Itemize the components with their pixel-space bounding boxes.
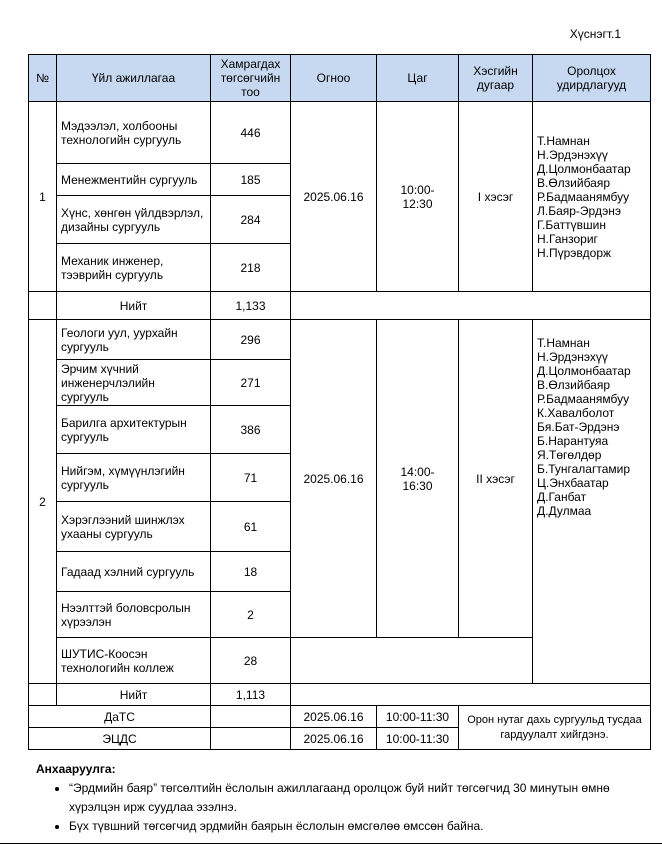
official-name: Д.Дулмаа	[537, 504, 592, 518]
time-end: 16:30	[402, 478, 433, 493]
graduate-count: 18	[211, 552, 291, 592]
empty-cell	[291, 292, 651, 320]
school-name: Менежментийн сургууль	[57, 164, 211, 196]
graduate-count: 71	[211, 454, 291, 502]
empty-cell	[291, 684, 651, 706]
ceremony-time	[377, 320, 459, 638]
schedule-table	[28, 54, 651, 750]
graduate-count: 296	[211, 320, 291, 360]
header-count: Хамрагдах төгсөгчийн тоо	[211, 55, 291, 102]
graduate-count: 284	[211, 196, 291, 244]
empty-cell	[29, 684, 57, 706]
empty-cell	[211, 728, 291, 750]
bottom-rule	[0, 843, 662, 844]
school-name: Барилга архитектурын сургууль	[57, 406, 211, 454]
graduate-count: 2	[211, 592, 291, 638]
official-name: В.Өлзийбаяр	[537, 378, 611, 392]
officials-list	[533, 102, 651, 292]
official-name: Н.Эрдэнэхүү	[537, 350, 608, 364]
time-end: 12:30	[402, 196, 433, 211]
graduate-count: 61	[211, 502, 291, 552]
notes-section	[36, 760, 636, 836]
official-name: Т.Намнан	[537, 336, 590, 350]
ceremony-date: 2025.06.16	[291, 728, 377, 750]
official-name: Я.Төгөлдөр	[537, 448, 602, 462]
official-name: Б.Тунгалагтамир	[537, 462, 630, 476]
section-number: I хэсэг	[459, 102, 533, 292]
annex-label: Хүснэгт.1	[569, 27, 621, 41]
notes-title: Анхааруулга:	[36, 762, 116, 776]
official-name: Н.Эрдэнэхүү	[537, 147, 608, 162]
school-name: Хүнс, хөнгөн үйлдвэрлэл, дизайны сургууль	[57, 196, 211, 244]
school-name: Мэдээлэл, холбооны технологийн сургууль	[57, 102, 211, 164]
graduate-count: 271	[211, 360, 291, 406]
school-abbrev: ДаТС	[29, 706, 211, 728]
official-name: Р.Бадмаанямбуу	[537, 392, 630, 406]
header-row	[29, 55, 651, 102]
school-name: Механик инженер, тээврийн сургууль	[57, 244, 211, 292]
official-name: Л.Баяр-Эрдэнэ	[537, 203, 621, 218]
school-name: Хэрэглээний шинжлэх ухааны сургууль	[57, 502, 211, 552]
official-name: Н.Пүрэвдорж	[537, 245, 612, 260]
official-name: Д.Цолмонбаатар	[537, 364, 631, 378]
header-no: №	[29, 55, 57, 102]
header-date: Огноо	[291, 55, 377, 102]
group-number: 2	[29, 320, 57, 684]
extra-row	[29, 706, 651, 728]
graduate-count: 446	[211, 102, 291, 164]
school-name: Геологи уул, уурхайн сургууль	[57, 320, 211, 360]
ceremony-date: 2025.06.16	[291, 102, 377, 292]
graduate-count: 185	[211, 164, 291, 196]
school-name: Нийгэм, хүмүүнлэгийн сургууль	[57, 454, 211, 502]
empty-cell	[291, 638, 533, 684]
official-name: Р.Бадмаанямбуу	[537, 189, 630, 204]
school-name: Нээлттэй боловсролын хүрээлэн	[57, 592, 211, 638]
header-time: Цаг	[377, 55, 459, 102]
group-number: 1	[29, 102, 57, 292]
official-name: Бя.Бат-Эрдэнэ	[537, 420, 620, 434]
note-item: • “Эрдмийн баяр” төгсөлтийн ёслолын ажиллагаанд оролцож буй нийт төгсөгчид 30 минутын өмнө хүрэлцэн ирж суудлаа эзэлнэ.	[69, 779, 636, 817]
school-abbrev: ЭЦДС	[29, 728, 211, 750]
officials-list	[533, 320, 651, 684]
ceremony-date: 2025.06.16	[291, 706, 377, 728]
total-label: Нийт	[57, 684, 211, 706]
school-name: Эрчим хүчний инженерчлэлийн сургууль	[57, 360, 211, 406]
time-start: 10:00-	[400, 182, 435, 197]
ceremony-date: 2025.06.16	[291, 320, 377, 638]
header-section: Хэсгийн дугаар	[459, 55, 533, 102]
official-name: Д.Ганбат	[537, 490, 587, 504]
official-name: Т.Намнан	[537, 133, 590, 148]
graduate-count: 386	[211, 406, 291, 454]
total-count: 1,133	[211, 292, 291, 320]
total-row	[29, 292, 651, 320]
notes-list	[36, 779, 636, 836]
official-name: В.Өлзийбаяр	[537, 175, 611, 190]
total-row	[29, 684, 651, 706]
ceremony-time: 10:00-11:30	[377, 728, 459, 750]
header-activity: Үйл ажиллагаа	[57, 55, 211, 102]
table-row	[29, 320, 651, 360]
ceremony-time	[377, 102, 459, 292]
header-officials: Оролцох удирдлагууд	[533, 55, 651, 102]
total-label: Нийт	[57, 292, 211, 320]
school-name: ШУТИС-Коосэн технологийн коллеж	[57, 638, 211, 684]
time-start: 14:00-	[400, 464, 435, 479]
extra-note: Орон нутаг дахь сургуульд тусдаа гардуулалт хийгдэнэ.	[459, 706, 651, 750]
graduate-count: 218	[211, 244, 291, 292]
official-name: Н.Ганзориг	[537, 231, 598, 246]
total-count: 1,113	[211, 684, 291, 706]
official-name: Ц.Энхбаатар	[537, 476, 609, 490]
empty-cell	[211, 706, 291, 728]
official-name: Б.Нарантуяа	[537, 434, 609, 448]
official-name: К.Хавалболот	[537, 406, 615, 420]
official-name: Д.Цолмонбаатар	[537, 161, 631, 176]
note-item: • Бүх түвшний төгсөгчид эрдмийн баярын ёслолын өмсгөлөө өмссөн байна.	[69, 817, 636, 836]
ceremony-time: 10:00-11:30	[377, 706, 459, 728]
official-name: Г.Баттүвшин	[537, 217, 606, 232]
empty-cell	[29, 292, 57, 320]
graduate-count: 28	[211, 638, 291, 684]
table-row	[29, 102, 651, 164]
section-number: II хэсэг	[459, 320, 533, 638]
school-name: Гадаад хэлний сургууль	[57, 552, 211, 592]
